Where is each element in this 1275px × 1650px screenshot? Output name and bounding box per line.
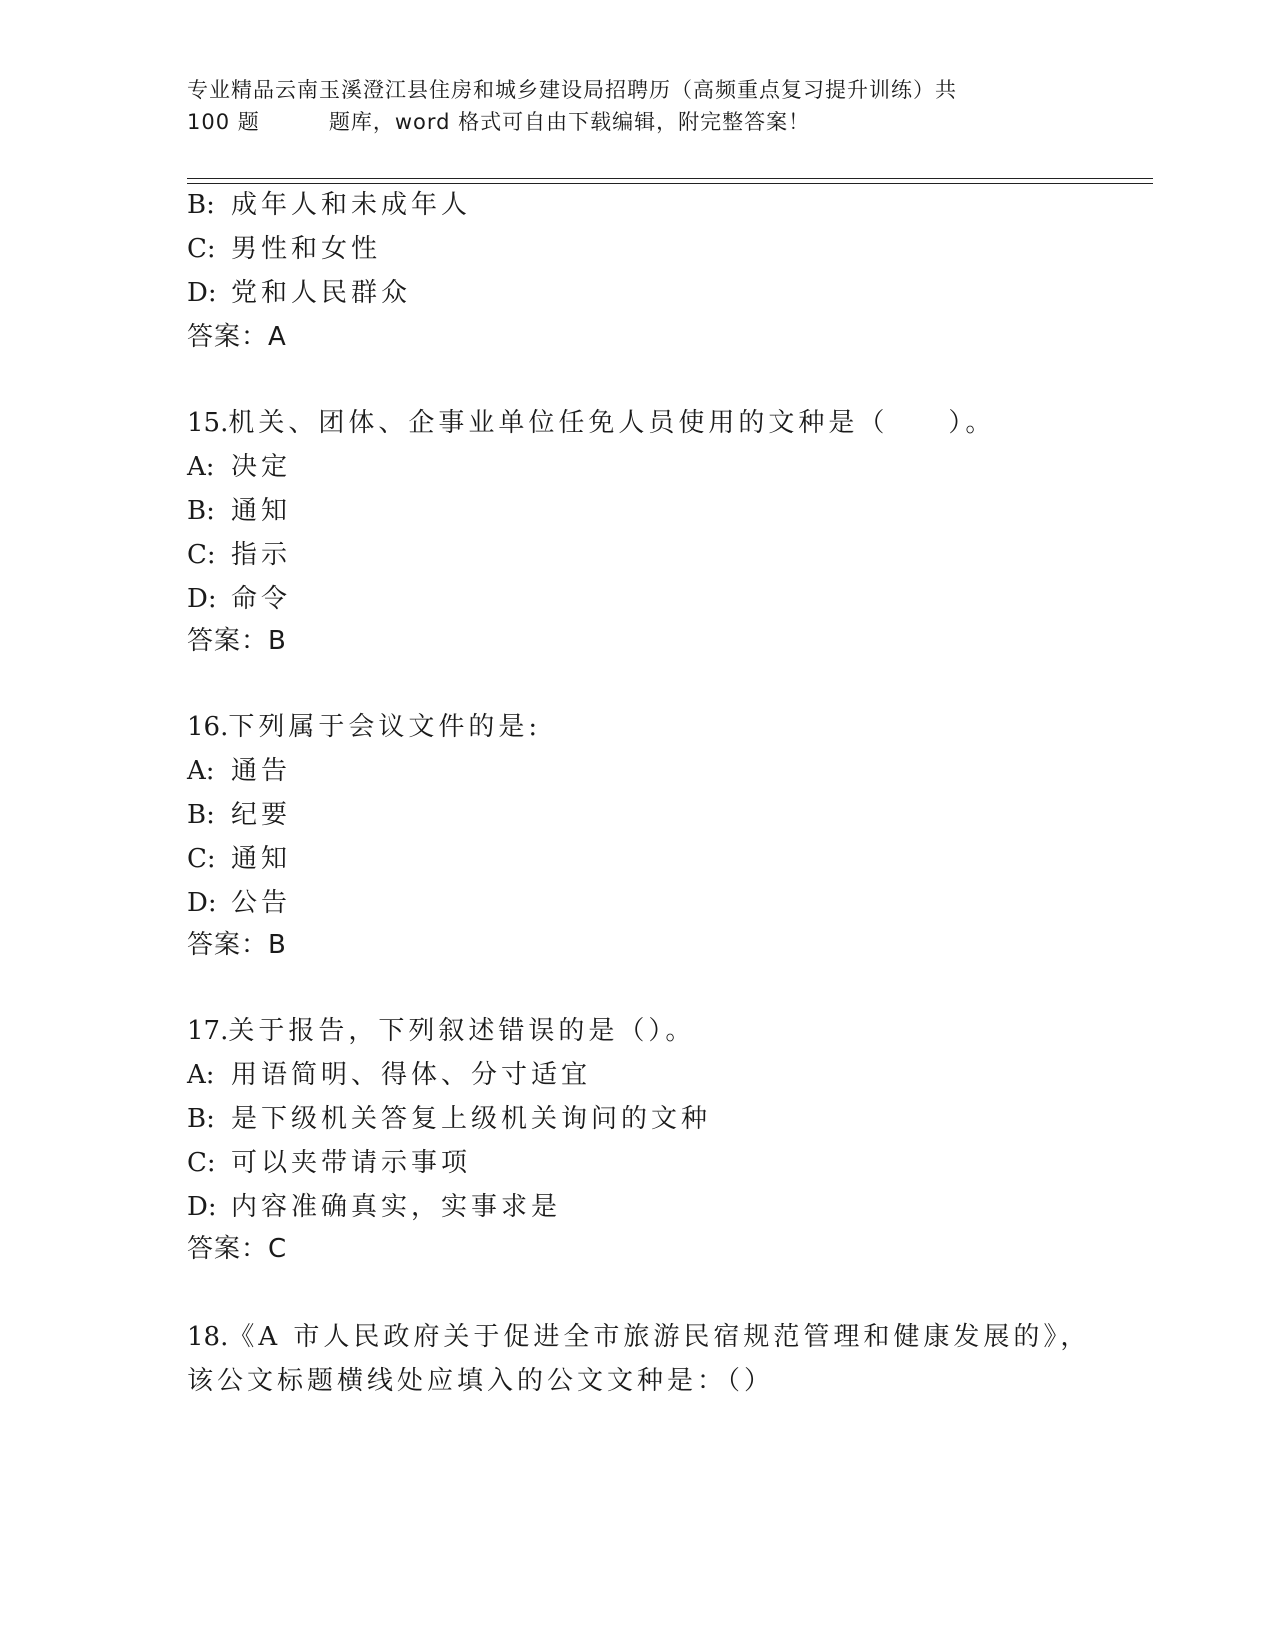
option-key: A:	[187, 756, 215, 786]
option-text: 通知	[231, 496, 292, 526]
option-key: D:	[187, 584, 217, 614]
option-item	[187, 799, 291, 831]
option-item	[187, 189, 471, 221]
option-key: C:	[187, 540, 216, 570]
answer-line: 答案：B	[187, 930, 287, 960]
option-item	[187, 583, 291, 615]
option-text: 命令	[231, 584, 292, 614]
question-stem	[187, 407, 995, 439]
option-item	[187, 1147, 471, 1179]
option-item	[187, 233, 381, 265]
option-text: 公告	[231, 888, 292, 918]
option-text: 党和人民群众	[231, 278, 412, 308]
header-title-line1: 专业精品云南玉溪澄江县住房和城乡建设局招聘历（高频重点复习提升训练）共	[187, 78, 957, 102]
header-rule-bottom	[187, 183, 1153, 184]
option-text: 成年人和未成年人	[231, 190, 472, 220]
option-text: 用语简明、得体、分寸适宜	[231, 1060, 592, 1090]
option-key: C:	[187, 1148, 216, 1178]
option-key: D:	[187, 1192, 217, 1222]
question-text: 机关、团体、企事业单位任免人员使用的文种是（ ）。	[228, 408, 996, 438]
option-item	[187, 755, 291, 787]
header-title-line2: 100 题 题库，word 格式可自由下载编辑，附完整答案！	[187, 110, 811, 134]
option-item	[187, 887, 291, 919]
option-item	[187, 1103, 711, 1135]
option-text: 通告	[231, 756, 292, 786]
option-text: 纪要	[231, 800, 292, 830]
option-key: A:	[187, 452, 215, 482]
option-item	[187, 495, 291, 527]
answer-line: 答案：B	[187, 626, 287, 656]
question-text-continued: 该公文标题横线处应填入的公文文种是：（）	[187, 1366, 775, 1396]
option-key: B:	[187, 496, 215, 526]
option-item	[187, 539, 291, 571]
question-stem	[187, 1321, 1090, 1353]
option-item	[187, 451, 291, 483]
option-key: A:	[187, 1060, 215, 1090]
question-stem	[187, 1015, 695, 1047]
question-text: 下列属于会议文件的是:	[228, 712, 542, 742]
option-text: 内容准确真实，实事求是	[231, 1192, 562, 1222]
option-text: 通知	[231, 844, 292, 874]
option-key: B:	[187, 800, 215, 830]
question-stem	[187, 711, 541, 743]
option-text: 可以夹带请示事项	[231, 1148, 472, 1178]
question-number: 17.	[187, 1016, 229, 1046]
question-text: 关于报告，下列叙述错误的是（）。	[228, 1016, 696, 1046]
option-key: C:	[187, 234, 216, 264]
option-text: 决定	[231, 452, 292, 482]
option-key: D:	[187, 888, 217, 918]
option-text: 指示	[231, 540, 292, 570]
answer-line: 答案：A	[187, 322, 287, 352]
option-key: D:	[187, 278, 217, 308]
option-item	[187, 1059, 591, 1091]
option-item	[187, 843, 291, 875]
option-key: B:	[187, 190, 215, 220]
answer-line: 答案：C	[187, 1234, 288, 1264]
question-text: 《A 市人民政府关于促进全市旅游民宿规范管理和健康发展的》，	[228, 1322, 1091, 1352]
question-number: 18.	[187, 1322, 229, 1352]
option-key: B:	[187, 1104, 215, 1134]
header-rule-top	[187, 178, 1153, 179]
document-header	[187, 74, 1067, 138]
option-item	[187, 1191, 561, 1223]
question-number: 15.	[187, 408, 229, 438]
option-item	[187, 277, 411, 309]
question-number: 16.	[187, 712, 229, 742]
option-key: C:	[187, 844, 216, 874]
option-text: 是下级机关答复上级机关询问的文种	[231, 1104, 712, 1134]
option-text: 男性和女性	[231, 234, 382, 264]
